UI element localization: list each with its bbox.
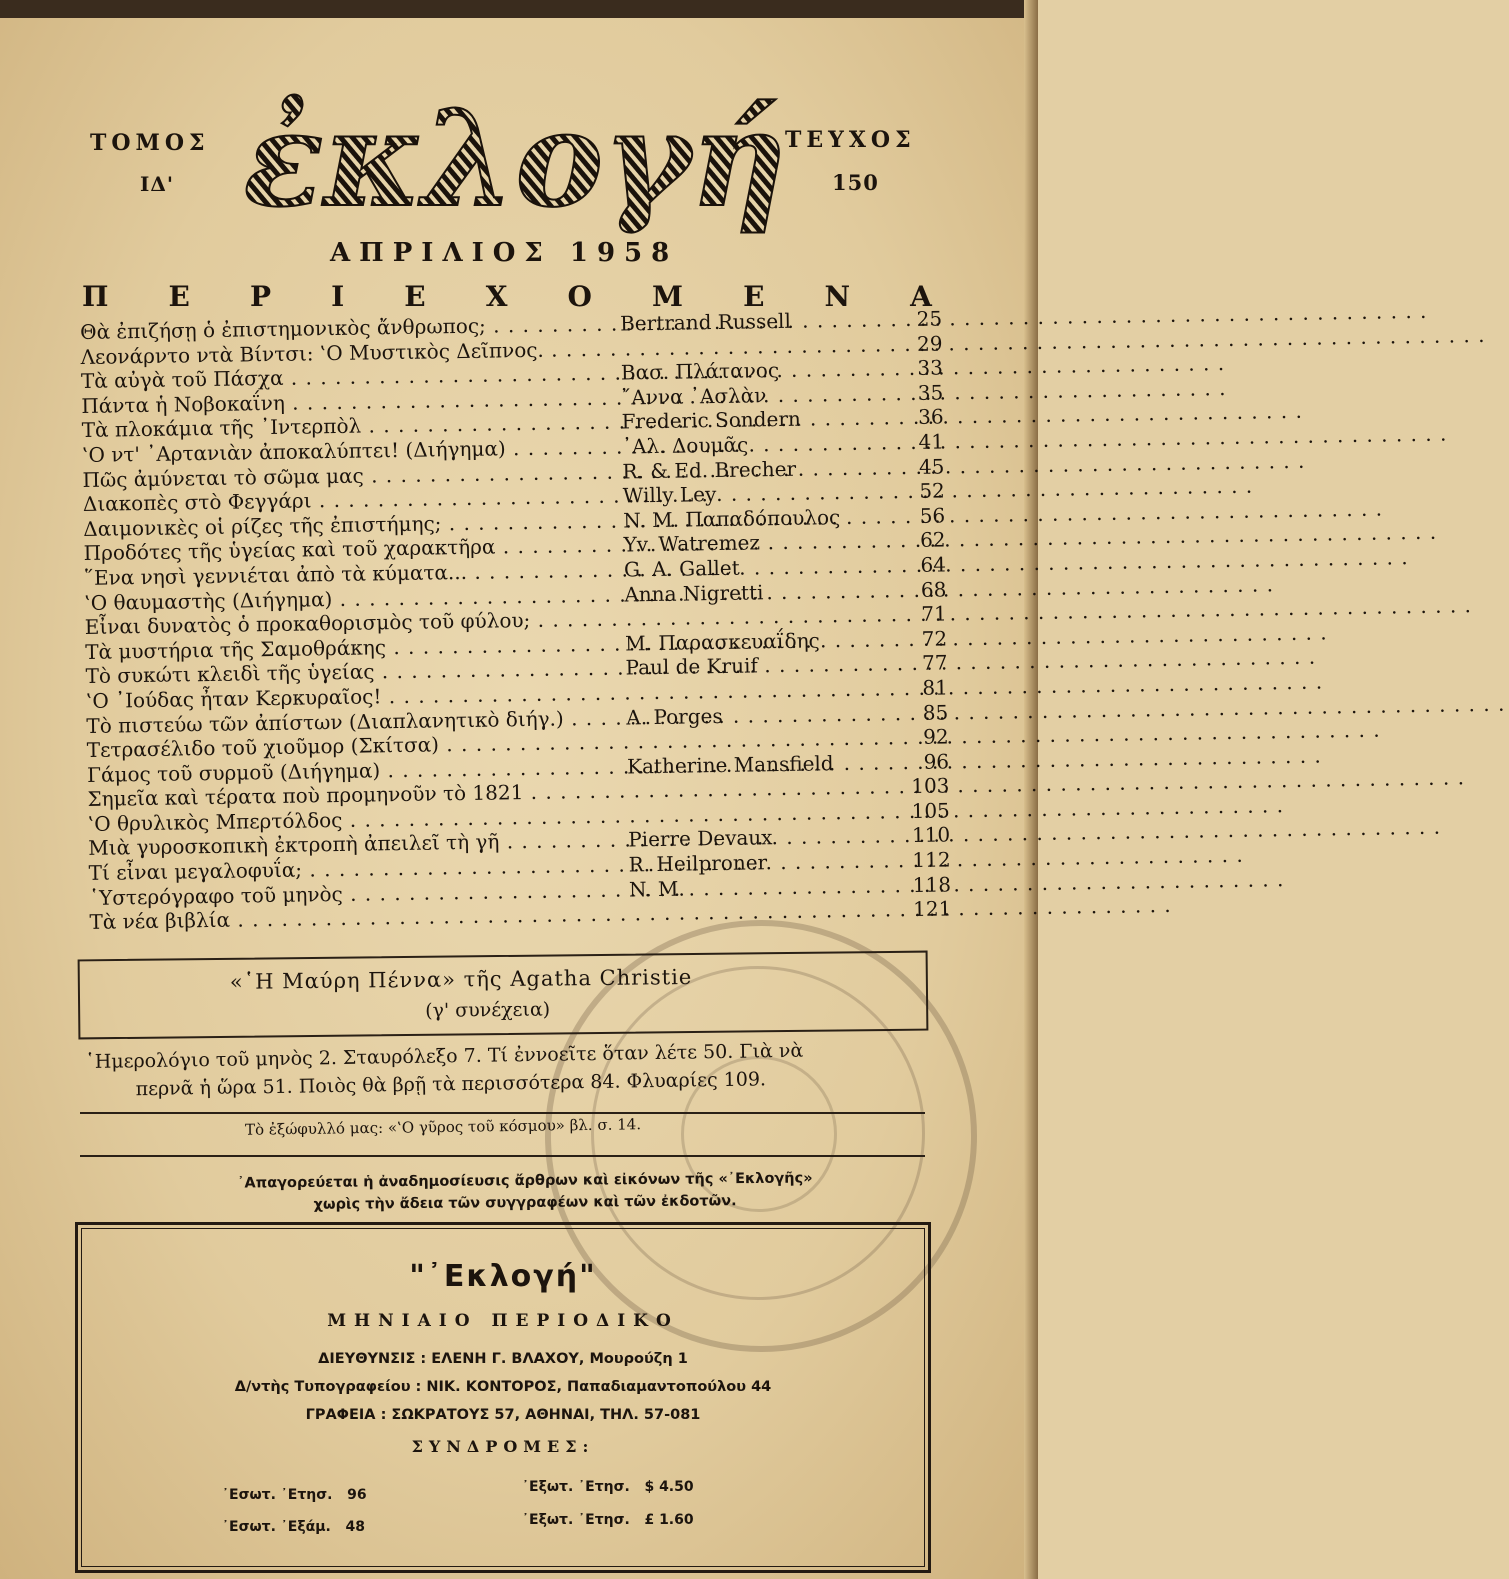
toc-title-text: ‛Ο ντ' ᾿Αρτανιὰν ἀποκαλύπτει! (Διήγημα) xyxy=(81,436,506,467)
toc-page-number: 103 xyxy=(911,773,950,799)
issue-date: ΑΠΡΙΛΙΟΣ 1958 xyxy=(330,238,679,268)
toc-page-number: 110 xyxy=(911,822,951,848)
toc-title-text: Τὰ μυστήρια τῆς Σαμοθράκης xyxy=(85,634,387,664)
contents-heading-letter: Ι xyxy=(331,280,345,313)
toc-page-number: 33 xyxy=(917,355,944,381)
toc-page-number: 25 xyxy=(916,306,943,331)
toc-author: Βασ. Πλάτανος xyxy=(620,358,780,385)
subscription-item xyxy=(522,1512,694,1528)
toc-title-text: ῞Ενα νησὶ γεννιέται ἀπὸ τὰ κύματα... xyxy=(83,559,468,590)
toc-page-number: 85 xyxy=(922,699,949,725)
toc-author: R. & Ed. Brecher xyxy=(622,456,797,484)
volume-value: ΙΔ' xyxy=(140,172,174,196)
contents-heading-letter: Ο xyxy=(567,280,592,313)
printer-address: Δ/ντὴς Τυπογραφείου : ΝΙΚ. ΚΟΝΤΟΡΟΣ, Παπαδιαμαντοπούλου 44 xyxy=(234,1379,772,1395)
notice-line-1: ᾿Απαγορεύεται ἡ ἀναδημοσίευσις ἄρθρων καὶ εἰκόνων τῆς «᾿Εκλογῆς» xyxy=(237,1170,813,1192)
toc-page-number: 112 xyxy=(912,847,951,873)
toc-page-number: 81 xyxy=(922,675,949,700)
toc-page-number: 29 xyxy=(916,331,943,356)
toc-title-text: Διακοπὲς στὸ Φεγγάρι xyxy=(82,488,312,517)
contents-heading-letter: Ρ xyxy=(249,280,272,313)
logo-text: ἐκλογή xyxy=(243,82,787,237)
toc-page-number: 52 xyxy=(919,478,945,503)
toc-author: Paul de Kruif xyxy=(625,653,758,680)
toc-title-text: Μιὰ γυροσκοπικὴ ἐκτροπὴ ἀπειλεῖ τὴ γῆ xyxy=(88,829,500,861)
subscription-label: ᾿Εξωτ. ᾿Ετησ. xyxy=(522,1479,630,1495)
toc-page-number: 118 xyxy=(912,872,952,897)
toc-title-text: ‛Ο θαυμαστὴς (Διήγημα) xyxy=(84,586,333,615)
toc-page-number: 68 xyxy=(920,576,947,602)
toc-author: N. M. Παπαδόπουλος xyxy=(623,504,841,533)
subscription-label: ᾿Εξωτ. ᾿Ετησ. xyxy=(522,1512,630,1528)
toc-page-number: 62 xyxy=(919,527,946,553)
contents-heading-letter: Ν xyxy=(824,280,851,313)
toc-title-text: Τετρασέλιδο τοῦ χιοῦμορ (Σκίτσα) xyxy=(86,732,440,763)
toc-title-text: Τὸ πιστεύω τῶν ἀπίστων (Διαπλανητικὸ διήγ.) xyxy=(86,705,564,738)
top-edge xyxy=(0,0,1038,18)
toc-title-text: ῾Υστερόγραφο τοῦ μηνὸς xyxy=(88,881,343,910)
toc-author: Bertrand Russell xyxy=(619,308,792,336)
magazine-logo xyxy=(243,82,787,237)
toc-title-text: ‛Ο θρυλικὸς Μπερτόλδος xyxy=(87,807,343,836)
toc-title-text: Τὰ αὐγὰ τοῦ Πάσχα xyxy=(80,366,284,394)
subscription-value: 48 xyxy=(345,1519,365,1535)
toc-page-number: 121 xyxy=(912,896,952,922)
subscription-item xyxy=(222,1519,365,1535)
toc-title-text: Σημεῖα καὶ τέρατα ποὺ προμηνοῦν τὸ 1821 xyxy=(87,780,524,812)
toc-page-number: 45 xyxy=(918,454,945,479)
toc-author: Frederic Sondern xyxy=(621,407,801,434)
toc-title-text: Εἶναι δυνατὸς ὁ προκαθορισμὸς τοῦ φύλου; xyxy=(84,608,531,640)
subscription-item xyxy=(222,1487,367,1503)
contents-heading-letter: Ε xyxy=(743,280,765,313)
toc-page-number: 36 xyxy=(917,404,944,430)
contents-heading-letter: Ε xyxy=(168,280,190,313)
publisher-address: ΔΙΕΥΘΥΝΣΙΣ : ΕΛΕΝΗ Γ. ΒΛΑΧΟΥ, Μουρούζη 1 xyxy=(318,1351,688,1367)
misc-line-2: περνᾶ ἡ ὥρα 51. Ποιὸς θὰ βρῇ τὰ περισσότερα 84. Φλυαρίες 109. xyxy=(135,1068,767,1101)
toc-author: R. Heilproner xyxy=(628,850,768,877)
contents-heading-letter: Α xyxy=(910,280,932,313)
toc-title-text: Προδότες τῆς ὑγείας καὶ τοῦ χαρακτῆρα xyxy=(83,534,496,566)
divider xyxy=(80,1155,925,1157)
toc-title-text: Τὰ πλοκάμια τῆς ᾿Ιντερπὸλ xyxy=(81,413,362,443)
toc-page-number: 35 xyxy=(917,380,944,405)
toc-author: Katherine Mansfield xyxy=(626,750,834,779)
toc-author: Anna Nigretti xyxy=(624,579,764,607)
toc-title-text: Λεονάρντο ντὰ Βίντσι: ‛Ο Μυστικὸς Δεῖπνος. xyxy=(80,337,544,369)
toc-page-number: 41 xyxy=(918,429,945,454)
cover-note: Τὸ ἐξώφυλλό μας: «‛Ο γῦρος τοῦ κόσμου» βλ. σ. 14. xyxy=(244,1115,642,1139)
toc-title-text: ‛Ο ᾿Ιούδας ἦταν Κερκυραῖος! xyxy=(85,684,382,713)
subscriptions-heading: ΣΥΝΔΡΟΜΕΣ: xyxy=(411,1437,595,1456)
contents-heading-letter: Π xyxy=(82,280,109,313)
toc-author: G. A. Gallet xyxy=(623,555,740,582)
contents-heading-letter: Χ xyxy=(485,280,508,313)
office-address: ΓΡΑΦΕΙΑ : ΣΩΚΡΑΤΟΥΣ 57, ΑΘΗΝΑΙ, ΤΗΛ. 57-081 xyxy=(305,1407,701,1423)
toc-title-text: Γάμος τοῦ συρμοῦ (Διήγημα) xyxy=(86,758,381,787)
publisher-box xyxy=(75,1222,931,1573)
toc-author: ῎Αννα ᾿Ασλὰν xyxy=(621,383,767,410)
toc-page-number: 56 xyxy=(919,503,946,528)
toc-author: Willy Ley xyxy=(622,482,717,508)
toc-title-text: Πῶς ἀμύνεται τὸ σῶμα μας xyxy=(82,463,364,492)
toc-page-number: 92 xyxy=(923,724,949,749)
volume-label: ΤΟΜΟΣ xyxy=(90,130,210,156)
publisher-name: "᾿Εκλογή" xyxy=(409,1259,597,1294)
toc-page-number: 77 xyxy=(921,650,948,676)
toc-page-number: 96 xyxy=(923,749,950,774)
issue-label: ΤΕΥΧΟΣ xyxy=(785,127,916,153)
toc-author: Pierre Devaux xyxy=(628,825,773,852)
table-of-contents xyxy=(80,306,952,934)
toc-author: Yv. Watremez xyxy=(623,530,761,557)
subscription-value: 96 xyxy=(347,1487,367,1503)
notice-line-2: χωρὶς τὴν ἄδεια τῶν συγγραφέων καὶ τῶν ἐκδοτῶν. xyxy=(313,1193,737,1213)
toc-title-text: Τί εἶναι μεγαλοφυΐα; xyxy=(88,857,303,885)
toc-author: N. M. xyxy=(628,876,685,902)
serial-note: (γ' συνέχεια) xyxy=(425,998,551,1022)
publisher-subtitle: ΜΗΝΙΑΙΟ ΠΕΡΙΟΔΙΚΟ xyxy=(327,1311,679,1331)
toc-page-number: 64 xyxy=(920,552,947,577)
misc-line-1: ῾Ημερολόγιο τοῦ μηνὸς 2. Σταυρόλεξο 7. Τί ἐννοεῖτε ὅταν λέτε 50. Γιὰ νὰ xyxy=(85,1039,804,1073)
toc-title-text: Τὰ νέα βιβλία xyxy=(89,907,231,935)
contents-heading-letter: Μ xyxy=(651,280,683,313)
toc-title-text: Πάντα ἡ Νοβοκαΐνη xyxy=(81,390,286,418)
serial-box xyxy=(78,951,929,1040)
subscription-item xyxy=(522,1479,694,1495)
toc-author: Μ. Παρασκευαΐδης xyxy=(624,628,820,656)
toc-title-text: Θὰ ἐπιζήσῃ ὁ ἐπιστημονικὸς ἄνθρωπος; xyxy=(80,313,486,344)
toc-title-text: Δαιμονικὲς οἱ ρίζες τῆς ἐπιστήμης; xyxy=(83,511,442,541)
publisher-box-inner xyxy=(81,1228,925,1567)
toc-title-text: Τὸ συκώτι κλειδὶ τῆς ὑγείας xyxy=(85,659,375,689)
toc-author: A. Porges xyxy=(626,703,723,729)
issue-value: 150 xyxy=(832,170,879,195)
divider xyxy=(80,1112,925,1114)
toc-author: ᾿Αλ. Δουμᾶς xyxy=(621,432,749,459)
toc-page-number: 72 xyxy=(921,626,948,651)
serial-title: «῾Η Μαύρη Πέννα» τῆς Agatha Christie xyxy=(229,965,693,994)
reproduction-notice xyxy=(165,1167,885,1217)
toc-page-number: 105 xyxy=(911,798,950,823)
subscription-label: ᾿Εσωτ. ᾿Εξάμ. xyxy=(222,1519,331,1535)
subscription-value: £ 1.60 xyxy=(644,1512,694,1528)
subscription-value: $ 4.50 xyxy=(644,1479,694,1495)
subscription-label: ᾿Εσωτ. ᾿Ετησ. xyxy=(222,1487,333,1503)
contents-heading-letter: Ε xyxy=(404,280,426,313)
toc-page-number: 71 xyxy=(921,601,947,626)
